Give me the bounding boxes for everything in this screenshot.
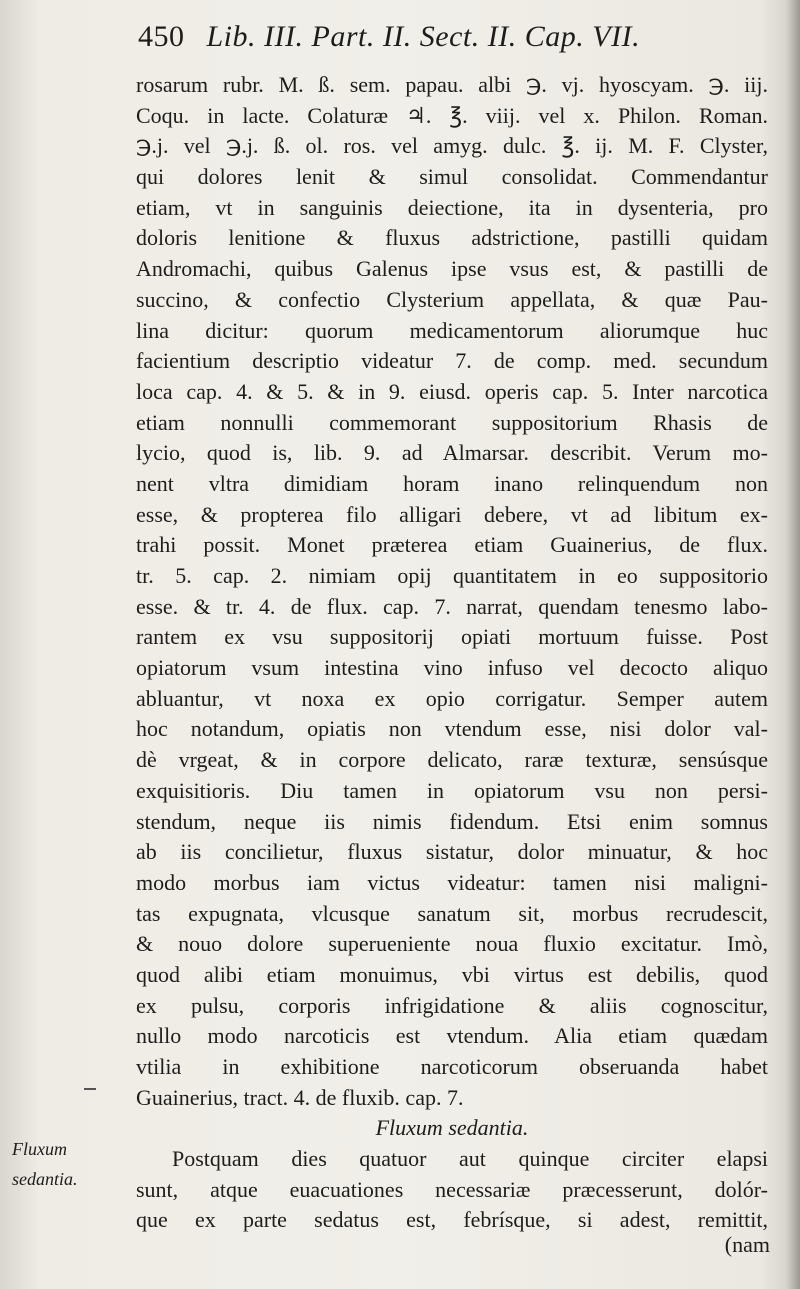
text-line: & nouo dolore superueniente noua fluxio excitatur. Imò,	[136, 931, 768, 957]
page-edge-shadow	[786, 0, 800, 1289]
text-line: etiam, vt in sanguinis deiectione, ita in dysenteria, pro	[136, 194, 768, 220]
text-line: hoc notandum, opiatis non vtendum esse, nisi dolor val-	[136, 716, 768, 742]
main-text-block	[136, 70, 768, 1236]
text-line: stendum, neque iis nimis fidendum. Etsi enim somnus	[136, 808, 768, 834]
text-line: rosarum rubr. M. ß. sem. papau. albi ℈. vj. hyoscyam. ℈. iij.	[136, 72, 768, 97]
margin-mark	[84, 1088, 96, 1090]
text-line: que ex parte sedatus est, febrísque, si adest, remittit,	[136, 1207, 768, 1233]
text-line: esse, & propterea filo alligari debere, vt ad libitum ex-	[136, 501, 768, 527]
text-line: dè vrgeat, & in corpore delicato, raræ texturæ, sensúsque	[136, 747, 768, 773]
text-line: qui dolores lenit & simul consolidat. Commendantur	[136, 164, 768, 190]
marginal-note	[12, 1134, 122, 1194]
text-line: ℈.j. vel ℈.j. ß. ol. ros. vel amyg. dulc. ℥. ij. M. F. Clyster,	[136, 133, 768, 159]
text-line: Postquam dies quatuor aut quinque circiter elapsi	[172, 1146, 768, 1172]
section-subheading: Fluxum sedantia.	[375, 1115, 529, 1141]
text-line: Coqu. in lacte. Colaturæ ♃. ℥. viij. vel x. Philon. Roman.	[136, 102, 768, 128]
text-line: Andromachi, quibus Galenus ipse vsus est, & pastilli de	[136, 256, 768, 282]
text-line: modo morbus iam victus videatur: tamen nisi maligni-	[136, 869, 768, 895]
text-line: opiatorum vsum intestina vino infuso vel decocto aliquo	[136, 655, 768, 681]
text-line: nullo modo narcoticis est vtendum. Alia etiam quædam	[136, 1023, 768, 1049]
text-line: Guainerius, tract. 4. de fluxib. cap. 7.	[136, 1084, 464, 1110]
text-line: facientium descriptio videatur 7. de comp. med. secundum	[136, 348, 768, 374]
text-line: etiam nonnulli commemorant suppositorium Rhasis de	[136, 409, 768, 435]
text-line: nent vltra dimidiam horam inano relinquendum non	[136, 470, 768, 496]
text-line: lina dicitur: quorum medicamentorum aliorumque huc	[136, 317, 768, 343]
text-line: doloris lenitione & fluxus adstrictione, pastilli quidam	[136, 225, 768, 251]
page-number: 450	[138, 20, 185, 53]
running-title: Lib. III. Part. II. Sect. II. Cap. VII.	[206, 20, 641, 53]
text-line: ab iis concilietur, fluxus sistatur, dolor minuatur, & hoc	[136, 839, 768, 865]
marginal-note-line: Fluxum	[12, 1139, 67, 1159]
text-line: ex pulsu, corporis infrigidatione & aliis cognoscitur,	[136, 992, 768, 1018]
text-line: quod alibi etiam monuimus, vbi virtus est debilis, quod	[136, 961, 768, 987]
text-line: esse. & tr. 4. de flux. cap. 7. narrat, quendam tenesmo labo-	[136, 593, 768, 619]
text-line: tr. 5. cap. 2. nimiam opij quantitatem in eo suppositorio	[136, 563, 768, 588]
text-line: loca cap. 4. & 5. & in 9. eiusd. operis cap. 5. Inter narcotica	[136, 378, 768, 404]
text-line: sunt, atque euacuationes necessariæ præcesserunt, dolór-	[136, 1176, 768, 1202]
text-line: succino, & confectio Clysterium appellata, & quæ Pau-	[136, 286, 768, 312]
marginal-note-line: sedantia.	[12, 1169, 78, 1189]
text-line: rantem ex vsu suppositorij opiati mortuum fuisse. Post	[136, 624, 768, 650]
text-line: exquisitioris. Diu tamen in opiatorum vsu non persi-	[136, 777, 768, 803]
text-line: vtilia in exhibitione narcoticorum obseruanda habet	[136, 1054, 768, 1079]
text-line: tas expugnata, vlcusque sanatum sit, morbus recrudescit,	[136, 900, 768, 926]
running-header	[138, 20, 778, 64]
text-line: trahi possit. Monet præterea etiam Guainerius, de flux.	[136, 532, 768, 558]
catchword: (nam	[724, 1232, 770, 1257]
text-line: abluantur, vt noxa ex opio corrigatur. Semper autem	[136, 685, 768, 711]
text-line: lycio, quod is, lib. 9. ad Almarsar. describit. Verum mo-	[136, 440, 768, 466]
